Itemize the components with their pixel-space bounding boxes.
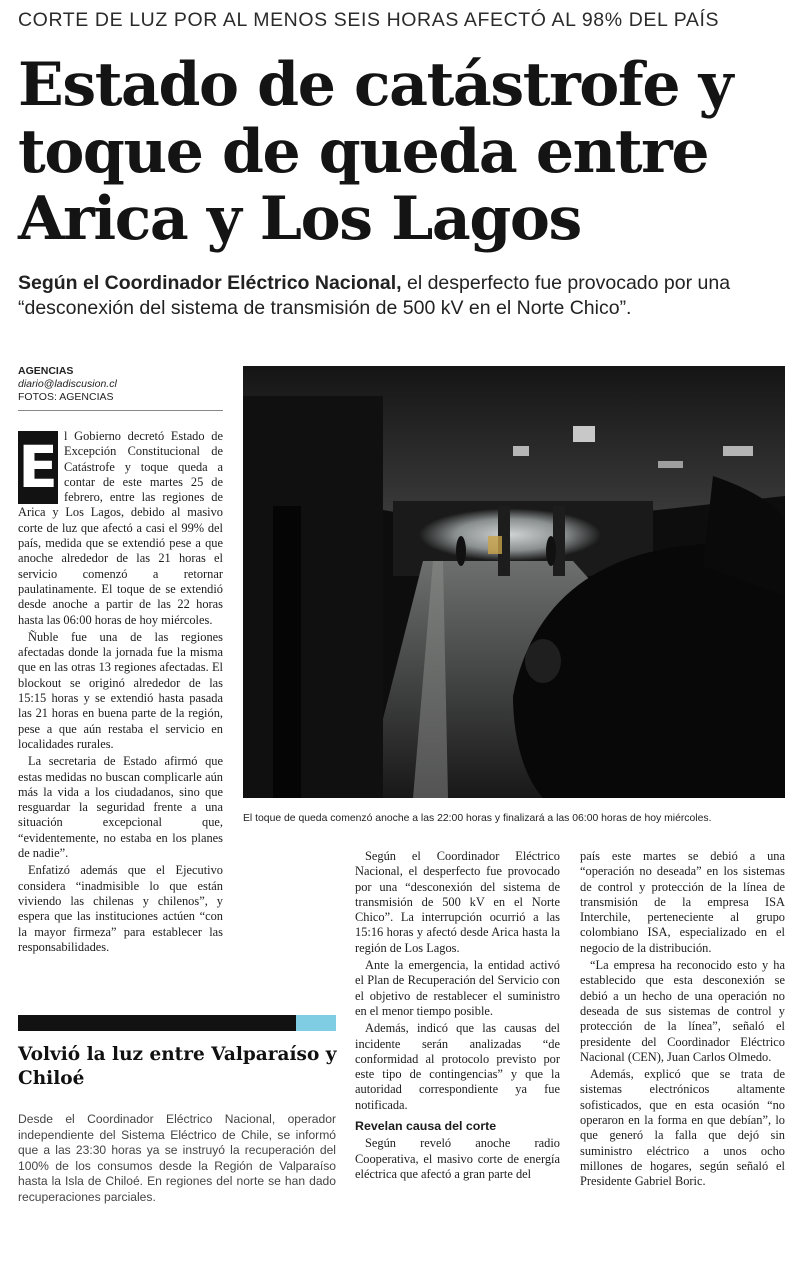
headline-line: Arica y Los Lagos — [18, 184, 581, 254]
byline-divider — [18, 410, 223, 411]
body-paragraph — [18, 429, 223, 628]
body-column-3 — [580, 849, 785, 1192]
sidebar-accent — [296, 1015, 336, 1031]
drop-cap: E — [18, 431, 58, 504]
body-paragraph: Además, indicó que las causas del incidente serán analizadas “de conformidad al protocolo previsto por este tipo de contingencias” y que la autoridad correspondiente ya fue notificada. — [355, 1021, 560, 1112]
article-headline — [18, 52, 788, 253]
byline-email: diario@ladiscusion.cl — [18, 378, 117, 390]
paragraph-text: l Gobierno decretó Estado de Excepción Constitucional de Catástrofe y toque queda a contar de este martes 25 de febrero, entre las regiones de Arica y Los Lagos, debido al masivo corte de luz que afectó a casi el 99% del país, medida que se extendió pese a que anoche alrededor de las 21 horas el servicio comenzó a retornar paulatinamente. El toque de se extendió desde anoche a partir de las 22 horas hasta las 06:00 horas de hoy miércoles. — [18, 429, 223, 627]
byline — [18, 365, 223, 404]
subhead-lead: Según el Coordinador Eléctrico Nacional, — [18, 272, 402, 294]
byline-photos: FOTOS: AGENCIAS — [18, 391, 114, 403]
body-paragraph: “La empresa ha reconocido esto y ha establecido que esta desconexión se debió a un hecho de una operación no deseada de sus sistemas de control y protección de la línea”, señaló el presidente del Coordinador Eléctrico Nacional (CEN), Juan Carlos Olmedo. — [580, 958, 785, 1064]
body-paragraph: país este martes se debió a una “operación no deseada” en los sistemas de control y protección de la línea de transmisión de la empresa ISA Interchile, perteneciente al grupo colombiano ISA, especializado en el negocio de la distribución. — [580, 849, 785, 955]
article-kicker: CORTE DE LUZ POR AL MENOS SEIS HORAS AFECTÓ AL 98% DEL PAÍS — [18, 9, 720, 31]
article-subhead — [18, 271, 788, 321]
headline-line: Estado de catástrofe y — [18, 50, 733, 120]
parking-garage-photo — [243, 366, 785, 798]
body-paragraph: Además, explicó que se trata de sistemas electrónicos altamente sofisticados, que en esta ocasión “no operaron en la forma en que debían”, lo que generó la falla que dejó sin suministro eléctrico a unos ocho millones de hogares, según señaló el Presidente Gabriel Boric. — [580, 1067, 785, 1189]
body-column-1 — [18, 429, 223, 957]
byline-agency: AGENCIAS — [18, 365, 74, 377]
sidebar-title: Volvió la luz entre Valparaíso y Chiloé — [18, 1044, 337, 1089]
body-paragraph: Ante la emergencia, la entidad activó el Plan de Recuperación del Servicio con el objetivo de restablecer el suministro en el menor tiempo posible. — [355, 958, 560, 1018]
body-paragraph: Según el Coordinador Eléctrico Nacional, el desperfecto fue provocado por una “desconexión del sistema de transmisión de 500 kV en el Norte Chico”. La interrupción ocurrió a las 15:16 horas y afectó desde Arica hasta la región de Los Lagos. — [355, 849, 560, 955]
body-paragraph: La secretaria de Estado afirmó que estas medidas no buscan complicarle aún más la vida a los ciudadanos, sino que resguardar la seguridad frente a una situación excepcional que, “evidentemente, no estaba en los planes de nadie”. — [18, 754, 223, 861]
body-paragraph: Ñuble fue una de las regiones afectadas donde la jornada fue la misma que en las otras 13 regiones afectadas. El blockout se originó alrededor de las 15:15 horas y se extendió hasta pasada las 21 horas en buena parte de la región, pese a que aún restaba el servicio en localidades rurales. — [18, 629, 223, 751]
sidebar-text: Desde el Coordinador Eléctrico Nacional, operador independiente del Sistema Eléctrico de Chile, se informó que a las 23:30 horas ya se instruyó la recuperación del 100% de los consumos desde la Región de Valparaíso hasta la Isla de Chiloé. En regiones del norte se han dado recuperaciones parciales. — [18, 1112, 336, 1204]
headline-line: toque de queda entre — [18, 117, 709, 187]
news-photo — [243, 366, 785, 798]
subhead-text: el desperfecto fue provocado por una “desconexión del sistema de transmisión de 500 kV en el Norte Chico”. — [18, 272, 731, 319]
sidebar-header-bar — [18, 1015, 336, 1031]
body-column-2 — [355, 849, 560, 1184]
photo-caption: El toque de queda comenzó anoche a las 22:00 horas y finalizará a las 06:00 horas de hoy miércoles. — [243, 813, 712, 824]
section-subhead: Revelan causa del corte — [355, 1119, 497, 1134]
body-paragraph: Según reveló anoche radio Cooperativa, el masivo corte de energía eléctrica que afectó a gran parte del — [355, 1136, 560, 1181]
body-paragraph: Enfatizó además que el Ejecutivo considera “inadmisible lo que están viviendo las chilenas y chilenos”, y espera que las instituciones actúen “con la mayor firmeza” para establecer las responsabilidades. — [18, 863, 223, 954]
